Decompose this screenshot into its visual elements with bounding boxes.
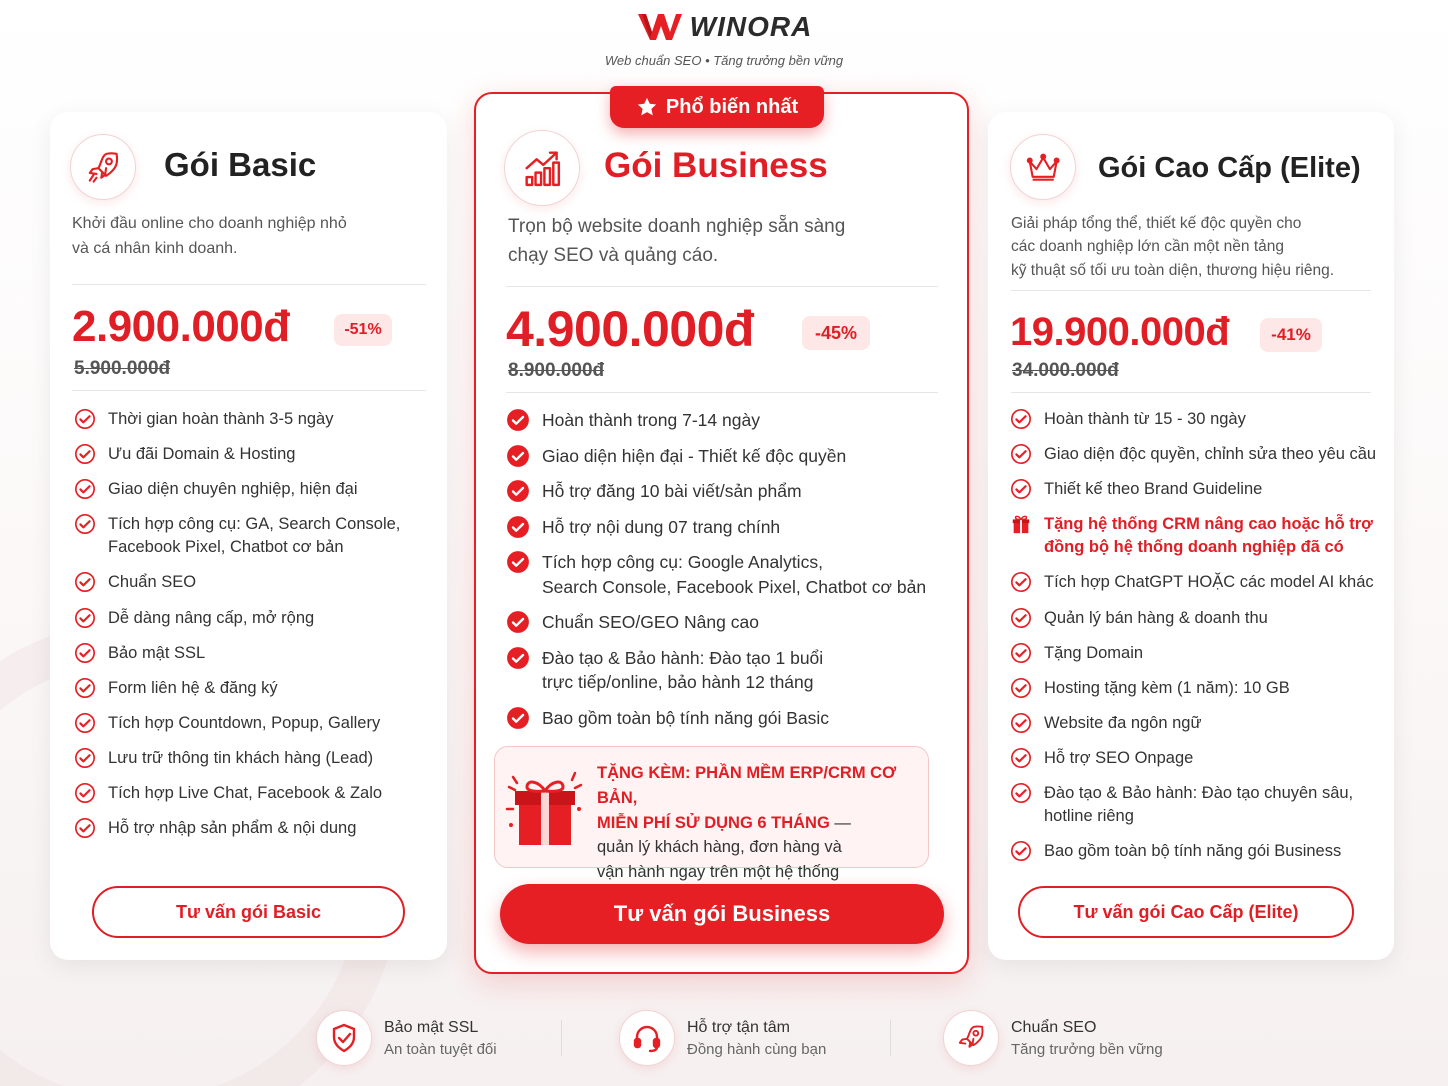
plan-description-line: chạy SEO và quảng cáo. xyxy=(508,245,719,267)
popular-ribbon xyxy=(610,86,824,128)
shield-check-icon xyxy=(316,1010,372,1066)
feature-item xyxy=(506,444,946,469)
price: 4.900.000đ xyxy=(506,301,754,357)
feature-item xyxy=(1010,478,1390,501)
badge-title: Chuẩn SEO xyxy=(1011,1018,1097,1036)
feature-item xyxy=(74,513,424,559)
check-circle-icon xyxy=(74,408,96,430)
check-circle-icon xyxy=(74,513,96,535)
feature-text: Giao diện hiện đại - Thiết kế độc quyền xyxy=(542,445,847,466)
gift-line: — xyxy=(829,813,851,832)
plan-description-line: Giải pháp tổng thể, thiết kế độc quyền cho xyxy=(1011,215,1302,232)
feature-list xyxy=(1010,408,1390,875)
feature-item xyxy=(1010,782,1390,828)
plan-title: Gói Basic xyxy=(164,146,317,183)
check-circle-icon xyxy=(1010,478,1032,500)
plan-description xyxy=(508,212,845,271)
rocket-icon xyxy=(943,1010,999,1066)
feature-text: Giao diện chuyên nghiệp, hiện đại xyxy=(108,480,358,499)
plan-description xyxy=(72,212,347,262)
gift-icon xyxy=(1010,513,1032,535)
check-circle-icon xyxy=(1010,408,1032,430)
feature-text: Đào tạo & Bảo hành: Đào tạo chuyên sâu, hotline riêng xyxy=(1044,784,1354,826)
feature-item xyxy=(1010,571,1390,594)
badge-subtitle: Tăng trưởng bền vững xyxy=(1011,1040,1163,1058)
check-circle-icon xyxy=(74,607,96,629)
check-circle-icon xyxy=(506,550,530,574)
bonus-gift-text xyxy=(597,761,917,885)
feature-list xyxy=(74,408,424,852)
check-circle-icon xyxy=(74,571,96,593)
divider xyxy=(1011,392,1371,393)
feature-text: Hỗ trợ nhập sản phẩm & nội dung xyxy=(108,819,357,838)
feature-item xyxy=(1010,642,1390,665)
plan-card-basic xyxy=(50,112,447,960)
old-price: 5.900.000đ xyxy=(74,358,171,379)
check-circle-icon xyxy=(506,479,530,503)
check-circle-icon xyxy=(74,782,96,804)
check-circle-icon xyxy=(1010,571,1032,593)
gift-line: vận hành ngay trên một hệ thống xyxy=(597,863,840,881)
brand-row xyxy=(636,10,813,44)
plan-description-line: các doanh nghiệp lớn cần một nền tảng xyxy=(1011,238,1284,256)
brand-name: WINORA xyxy=(689,11,813,42)
feature-text: Lưu trữ thông tin khách hàng (Lead) xyxy=(108,748,374,767)
divider xyxy=(506,392,938,393)
check-circle-icon xyxy=(506,515,530,539)
feature-text: Dễ dàng nâng cấp, mở rộng xyxy=(108,608,315,627)
feature-text: Hoàn thành trong 7-14 ngày xyxy=(542,410,760,430)
feature-item xyxy=(1010,513,1390,559)
check-circle-icon xyxy=(74,478,96,500)
price: 19.900.000đ xyxy=(1010,310,1230,354)
bonus-gift-box xyxy=(494,746,929,881)
feature-text: Tích hợp công cụ: GA, Search Console, Facebook Pixel, Chatbot cơ bản xyxy=(108,515,401,557)
discount-badge: -41% xyxy=(1260,318,1322,352)
feature-text: Bao gồm toàn bộ tính năng gói Basic xyxy=(542,707,830,728)
feature-item xyxy=(506,550,946,599)
feature-text: Giao diện độc quyền, chỉnh sửa theo yêu cầu xyxy=(1044,445,1377,464)
feature-item xyxy=(506,610,946,635)
feature-text: Tặng Domain xyxy=(1044,643,1144,662)
feature-item xyxy=(74,677,424,700)
feature-text: Đào tạo & Bảo hành: Đào tạo 1 buổi trực tiếp/online, bảo hành 12 tháng xyxy=(542,647,824,692)
check-circle-icon xyxy=(1010,607,1032,629)
badge-subtitle: An toàn tuyệt đối xyxy=(384,1040,497,1058)
feature-text: Hosting tặng kèm (1 năm): 10 GB xyxy=(1044,678,1290,697)
feature-item xyxy=(1010,408,1390,431)
rocket-icon xyxy=(70,134,136,200)
check-circle-icon xyxy=(506,646,530,670)
check-circle-icon xyxy=(1010,443,1032,465)
brand-header xyxy=(0,10,1448,68)
chart-growth-icon xyxy=(504,130,580,206)
gift-line-highlight: MIỄN PHÍ SỬ DỤNG 6 THÁNG xyxy=(597,813,830,832)
check-circle-icon xyxy=(74,642,96,664)
feature-item xyxy=(74,782,424,805)
plan-title: Gói Cao Cấp (Elite) xyxy=(1098,152,1361,184)
price: 2.900.000đ xyxy=(72,302,290,351)
check-circle-icon xyxy=(1010,782,1032,804)
feature-item xyxy=(74,478,424,501)
consult-elite-button[interactable]: Tư vấn gói Cao Cấp (Elite) xyxy=(1018,886,1354,938)
check-circle-icon xyxy=(506,408,530,432)
feature-item xyxy=(506,408,946,433)
footer-separator xyxy=(890,1020,891,1056)
feature-text: Tích hợp Live Chat, Facebook & Zalo xyxy=(108,784,383,803)
star-icon xyxy=(636,96,658,118)
feature-item xyxy=(1010,712,1390,735)
feature-item xyxy=(506,515,946,540)
check-circle-icon xyxy=(1010,677,1032,699)
feature-item xyxy=(74,642,424,665)
feature-text: Bao gồm toàn bộ tính năng gói Business xyxy=(1044,842,1342,861)
check-circle-icon xyxy=(506,706,530,730)
badge-title: Bảo mật SSL xyxy=(384,1018,479,1036)
feature-text: Tích hợp công cụ: Google Analytics, Search Console, Facebook Pixel, Chatbot cơ bản xyxy=(542,552,927,597)
feature-item xyxy=(74,712,424,735)
check-circle-icon xyxy=(74,677,96,699)
feature-item xyxy=(74,571,424,594)
feature-text: Website đa ngôn ngữ xyxy=(1044,713,1202,732)
feature-item xyxy=(74,408,424,431)
discount-badge: -51% xyxy=(334,314,392,346)
feature-item xyxy=(1010,443,1390,466)
plan-card-elite xyxy=(988,112,1394,960)
headset-icon xyxy=(619,1010,675,1066)
feature-item xyxy=(74,607,424,630)
feature-item xyxy=(74,817,424,840)
feature-item xyxy=(1010,840,1390,863)
feature-text: Thời gian hoàn thành 3-5 ngày xyxy=(108,410,334,428)
plan-description-line: kỹ thuật số tối ưu toàn diện, thương hiệu riêng. xyxy=(1011,261,1335,279)
feature-text: Tích hợp Countdown, Popup, Gallery xyxy=(108,713,381,732)
consult-business-button[interactable]: Tư vấn gói Business xyxy=(500,884,944,944)
check-circle-icon xyxy=(1010,642,1032,664)
feature-item xyxy=(506,706,946,731)
gift-line: TẶNG KÈM: PHẦN MỀM ERP/CRM CƠ BẢN, xyxy=(597,764,897,807)
feature-text: Thiết kế theo Brand Guideline xyxy=(1044,480,1263,499)
footer-separator xyxy=(561,1020,562,1056)
winora-logo-icon xyxy=(636,10,682,44)
brand-tagline: Web chuẩn SEO • Tăng trưởng bền vững xyxy=(604,53,844,68)
plan-card-business xyxy=(474,92,969,974)
feature-item xyxy=(506,646,946,695)
feature-text: Hỗ trợ đăng 10 bài viết/sản phẩm xyxy=(542,481,802,501)
feature-item xyxy=(1010,677,1390,700)
discount-badge: -45% xyxy=(802,316,870,350)
check-circle-icon xyxy=(506,610,530,634)
consult-basic-button[interactable]: Tư vấn gói Basic xyxy=(92,886,405,938)
gift-line: quản lý khách hàng, đơn hàng và xyxy=(597,838,842,857)
plan-title: Gói Business xyxy=(604,146,828,185)
divider xyxy=(506,286,938,287)
check-circle-icon xyxy=(74,747,96,769)
check-circle-icon xyxy=(1010,747,1032,769)
plan-description-line: và cá nhân kinh doanh. xyxy=(72,239,238,257)
check-circle-icon xyxy=(506,444,530,468)
feature-text: Hoàn thành từ 15 - 30 ngày xyxy=(1044,410,1246,428)
feature-item xyxy=(506,479,946,504)
feature-text: Chuẩn SEO/GEO Nâng cao xyxy=(542,612,759,632)
check-circle-icon xyxy=(74,817,96,839)
feature-text: Tặng hệ thống CRM nâng cao hoặc hỗ trợ đồng bộ hệ thống doanh nghiệp đã có xyxy=(1044,515,1373,557)
divider xyxy=(72,284,426,285)
feature-item xyxy=(1010,607,1390,630)
feature-text: Tích hợp ChatGPT HOẶC các model AI khác xyxy=(1044,573,1374,592)
popular-ribbon-label: Phổ biến nhất xyxy=(665,95,799,118)
feature-text: Form liên hệ & đăng ký xyxy=(108,678,278,697)
old-price: 34.000.000đ xyxy=(1012,360,1119,381)
feature-item xyxy=(74,747,424,770)
check-circle-icon xyxy=(1010,712,1032,734)
feature-text: Hỗ trợ nội dung 07 trang chính xyxy=(542,516,781,537)
check-circle-icon xyxy=(1010,840,1032,862)
feature-text: Ưu đãi Domain & Hosting xyxy=(108,445,296,464)
divider xyxy=(1011,290,1371,291)
divider xyxy=(72,390,426,391)
feature-text: Hỗ trợ SEO Onpage xyxy=(1044,748,1194,767)
badge-title: Hỗ trợ tận tâm xyxy=(687,1018,790,1036)
feature-list xyxy=(506,408,946,741)
footer-badge-seo xyxy=(943,1010,1163,1066)
check-circle-icon xyxy=(74,712,96,734)
crown-icon xyxy=(1010,134,1076,200)
feature-text: Quản lý bán hàng & doanh thu xyxy=(1044,608,1268,627)
plan-description xyxy=(1011,212,1334,282)
gift-icon xyxy=(505,765,585,851)
feature-text: Bảo mật SSL xyxy=(108,643,206,662)
badge-subtitle: Đồng hành cùng bạn xyxy=(687,1040,827,1058)
footer-badge-ssl xyxy=(316,1010,497,1066)
plan-description-line: Khởi đầu online cho doanh nghiệp nhỏ xyxy=(72,215,347,232)
feature-item xyxy=(74,443,424,466)
plan-description-line: Trọn bộ website doanh nghiệp sẵn sàng xyxy=(508,216,846,237)
check-circle-icon xyxy=(74,443,96,465)
feature-text: Chuẩn SEO xyxy=(108,573,197,592)
old-price: 8.900.000đ xyxy=(508,360,605,381)
feature-item xyxy=(1010,747,1390,770)
footer-badge-support xyxy=(619,1010,826,1066)
